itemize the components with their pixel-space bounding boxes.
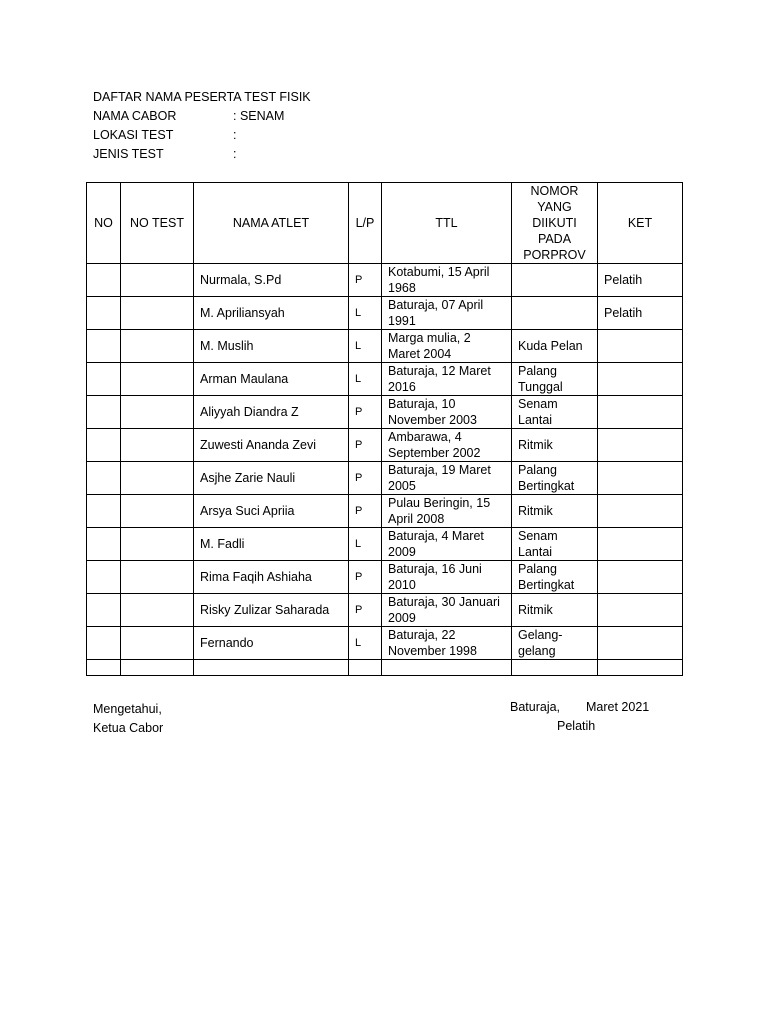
- cell-nomor: Ritmik: [512, 594, 598, 627]
- cell-ttl: Pulau Beringin, 15 April 2008: [382, 495, 512, 528]
- col-header-nomor: NOMOR YANG DIIKUTI PADA PORPROV: [512, 183, 598, 264]
- table-row: [87, 363, 683, 396]
- cell-nama-atlet: M. Fadli: [194, 528, 349, 561]
- document-header: [93, 88, 311, 164]
- cell-nomor: Palang Bertingkat: [512, 462, 598, 495]
- cell-ket: [598, 561, 683, 594]
- cell-no: [87, 363, 121, 396]
- field-value: : SENAM: [233, 109, 285, 123]
- cell-no-test: [121, 462, 194, 495]
- cell-ket: [598, 330, 683, 363]
- cell-nomor: [512, 264, 598, 297]
- cell-ttl: Kotabumi, 15 April 1968: [382, 264, 512, 297]
- cell-no-test: [121, 528, 194, 561]
- cell-lp: L: [349, 528, 382, 561]
- cell-no: [87, 495, 121, 528]
- field-label: LOKASI TEST: [93, 128, 174, 142]
- cell-no: [87, 297, 121, 330]
- cell-no-test: [121, 429, 194, 462]
- cell-no: [87, 660, 121, 676]
- cell-lp: P: [349, 264, 382, 297]
- cell-nama-atlet: M. Apriliansyah: [194, 297, 349, 330]
- cell-no: [87, 264, 121, 297]
- col-header-no-test: NO TEST: [121, 183, 194, 264]
- cell-ttl: [382, 660, 512, 676]
- cell-nomor: Palang Tunggal: [512, 363, 598, 396]
- table-row: [87, 627, 683, 660]
- table-row: [87, 594, 683, 627]
- cell-ket: [598, 462, 683, 495]
- signature-city: Baturaja,: [510, 700, 561, 714]
- cell-ttl: Baturaja, 07 April 1991: [382, 297, 512, 330]
- col-header-ttl: TTL: [382, 183, 512, 264]
- col-header-no: NO: [87, 183, 121, 264]
- cell-no-test: [121, 297, 194, 330]
- cell-lp: P: [349, 495, 382, 528]
- left-role: Ketua Cabor: [93, 721, 164, 735]
- cell-no-test: [121, 363, 194, 396]
- cell-ttl: Marga mulia, 2 Maret 2004: [382, 330, 512, 363]
- cell-nama-atlet: Risky Zulizar Saharada: [194, 594, 349, 627]
- field-value: :: [233, 147, 237, 161]
- table-row: [87, 528, 683, 561]
- cell-ttl: Baturaja, 22 November 1998: [382, 627, 512, 660]
- cell-no-test: [121, 495, 194, 528]
- cell-no-test: [121, 561, 194, 594]
- field-label: JENIS TEST: [93, 147, 164, 161]
- participant-table: [86, 182, 683, 676]
- cell-nama-atlet: Nurmala, S.Pd: [194, 264, 349, 297]
- cell-ttl: Baturaja, 4 Maret 2009: [382, 528, 512, 561]
- cell-ket: [598, 528, 683, 561]
- cell-lp: P: [349, 396, 382, 429]
- cell-ket: [598, 429, 683, 462]
- cell-nomor: Senam Lantai: [512, 396, 598, 429]
- cell-no: [87, 528, 121, 561]
- col-header-lp: L/P: [349, 183, 382, 264]
- cell-no-test: [121, 627, 194, 660]
- cell-no-test: [121, 396, 194, 429]
- cell-nomor: Senam Lantai: [512, 528, 598, 561]
- col-header-ket: KET: [598, 183, 683, 264]
- cell-ket: [598, 363, 683, 396]
- table-row: [87, 396, 683, 429]
- cell-nama-atlet: Asjhe Zarie Nauli: [194, 462, 349, 495]
- table-row: [87, 561, 683, 594]
- signature-left: [93, 700, 163, 738]
- col-header-nama-atlet: NAMA ATLET: [194, 183, 349, 264]
- cell-ket: Pelatih: [598, 264, 683, 297]
- cell-ttl: Ambarawa, 4 September 2002: [382, 429, 512, 462]
- cell-no-test: [121, 660, 194, 676]
- cell-ket: [598, 660, 683, 676]
- cell-nomor: Gelang-gelang: [512, 627, 598, 660]
- table-row: [87, 330, 683, 363]
- cell-nomor: Palang Bertingkat: [512, 561, 598, 594]
- cell-nomor: Ritmik: [512, 429, 598, 462]
- cell-nama-atlet: Aliyyah Diandra Z: [194, 396, 349, 429]
- cell-lp: L: [349, 627, 382, 660]
- cell-lp: P: [349, 561, 382, 594]
- cell-lp: L: [349, 297, 382, 330]
- field-label: NAMA CABOR: [93, 109, 177, 123]
- cell-ttl: Baturaja, 10 November 2003: [382, 396, 512, 429]
- cell-nama-atlet: Arman Maulana: [194, 363, 349, 396]
- signature-date: Maret 2021: [586, 700, 650, 714]
- cell-nomor: Kuda Pelan: [512, 330, 598, 363]
- table-row: [87, 429, 683, 462]
- cell-nomor: [512, 297, 598, 330]
- cell-ket: [598, 594, 683, 627]
- cell-ket: [598, 396, 683, 429]
- cell-no: [87, 462, 121, 495]
- cell-no: [87, 396, 121, 429]
- cell-nama-atlet: Fernando: [194, 627, 349, 660]
- table-row: [87, 462, 683, 495]
- cell-no-test: [121, 330, 194, 363]
- cell-no: [87, 594, 121, 627]
- cell-ttl: Baturaja, 12 Maret 2016: [382, 363, 512, 396]
- cell-ttl: Baturaja, 30 Januari 2009: [382, 594, 512, 627]
- cell-nama-atlet: Zuwesti Ananda Zevi: [194, 429, 349, 462]
- cell-no: [87, 627, 121, 660]
- cell-nama-atlet: M. Muslih: [194, 330, 349, 363]
- cell-ket: Pelatih: [598, 297, 683, 330]
- cell-nama-atlet: Arsya Suci Apriia: [194, 495, 349, 528]
- field-nama-cabor: [93, 107, 311, 126]
- acknowledged-label: Mengetahui,: [93, 702, 162, 716]
- cell-nomor: [512, 660, 598, 676]
- cell-nama-atlet: Rima Faqih Ashiaha: [194, 561, 349, 594]
- table-row: [87, 297, 683, 330]
- cell-lp: [349, 660, 382, 676]
- cell-lp: L: [349, 330, 382, 363]
- table-row: [87, 660, 683, 676]
- cell-lp: P: [349, 594, 382, 627]
- right-role: Pelatih: [557, 719, 596, 733]
- table-row: [87, 495, 683, 528]
- cell-nama-atlet: [194, 660, 349, 676]
- cell-lp: P: [349, 462, 382, 495]
- cell-lp: L: [349, 363, 382, 396]
- cell-ttl: Baturaja, 16 Juni 2010: [382, 561, 512, 594]
- field-lokasi-test: [93, 126, 311, 145]
- cell-no-test: [121, 594, 194, 627]
- cell-ket: [598, 627, 683, 660]
- table-header-row: [87, 183, 683, 264]
- cell-no: [87, 330, 121, 363]
- cell-ttl: Baturaja, 19 Maret 2005: [382, 462, 512, 495]
- cell-no-test: [121, 264, 194, 297]
- field-value: :: [233, 128, 237, 142]
- cell-ket: [598, 495, 683, 528]
- table-row: [87, 264, 683, 297]
- document-title: DAFTAR NAMA PESERTA TEST FISIK: [93, 90, 311, 104]
- cell-nomor: Ritmik: [512, 495, 598, 528]
- cell-no: [87, 561, 121, 594]
- cell-no: [87, 429, 121, 462]
- cell-lp: P: [349, 429, 382, 462]
- field-jenis-test: [93, 145, 311, 164]
